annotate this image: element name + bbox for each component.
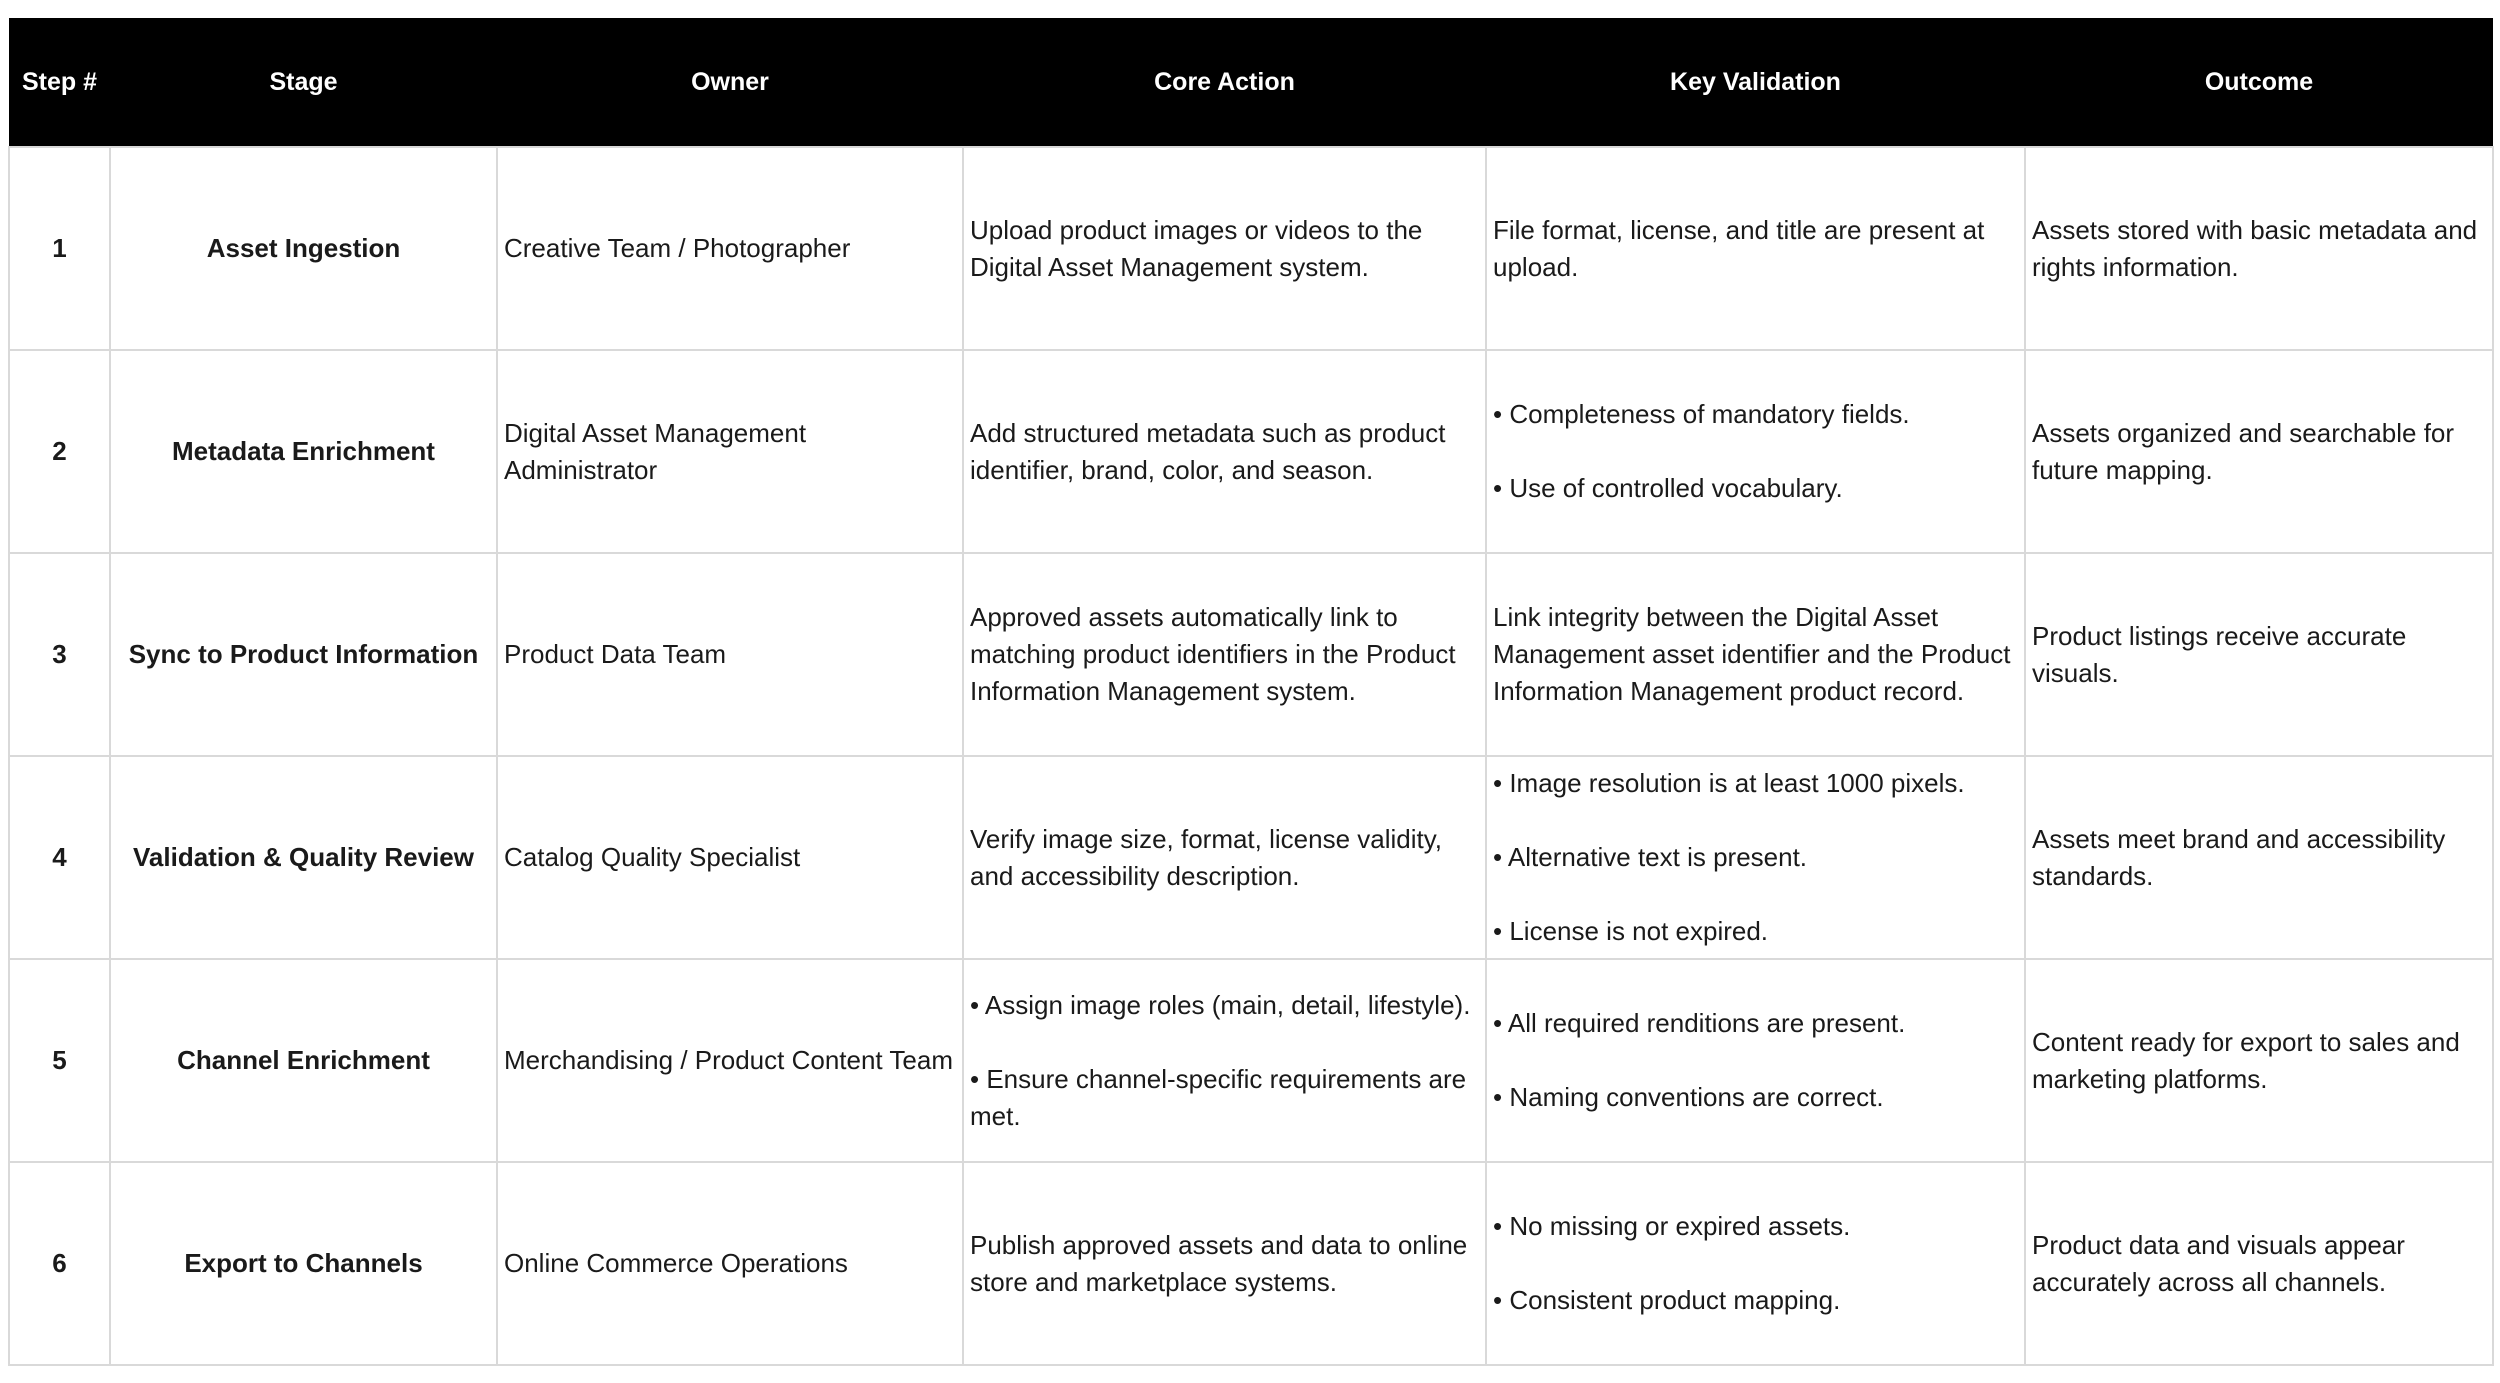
header-key-validation: Key Validation bbox=[1486, 18, 2025, 147]
workflow-table-container bbox=[8, 18, 2492, 1366]
action-item: • Ensure channel-specific requirements are met. bbox=[970, 1063, 1467, 1131]
validation-item: • All required renditions are present. bbox=[1493, 1008, 1906, 1038]
header-outcome: Outcome bbox=[2025, 18, 2493, 147]
table-row bbox=[9, 756, 2493, 959]
step-number: 1 bbox=[9, 147, 110, 350]
key-validation bbox=[1486, 959, 2025, 1162]
outcome: Assets organized and searchable for future mapping. bbox=[2025, 350, 2493, 553]
table-row bbox=[9, 1162, 2493, 1365]
owner: Merchandising / Product Content Team bbox=[497, 959, 963, 1162]
validation-item: • Image resolution is at least 1000 pixels. bbox=[1493, 768, 1965, 798]
outcome: Assets meet brand and accessibility standards. bbox=[2025, 756, 2493, 959]
owner: Catalog Quality Specialist bbox=[497, 756, 963, 959]
action-item: • Assign image roles (main, detail, lifestyle). bbox=[970, 989, 1471, 1020]
owner: Online Commerce Operations bbox=[497, 1162, 963, 1365]
outcome: Assets stored with basic metadata and rights information. bbox=[2025, 147, 2493, 350]
validation-item: • No missing or expired assets. bbox=[1493, 1211, 1851, 1241]
owner: Creative Team / Photographer bbox=[497, 147, 963, 350]
key-validation bbox=[1486, 1162, 2025, 1365]
stage-name: Validation & Quality Review bbox=[110, 756, 497, 959]
header-step: Step # bbox=[9, 18, 110, 147]
validation-item: Link integrity between the Digital Asset Management asset identifier and the Product Information Management product record. bbox=[1493, 602, 2011, 706]
core-action bbox=[963, 959, 1486, 1162]
table-row bbox=[9, 147, 2493, 350]
bullet-spacer bbox=[1493, 1245, 2018, 1282]
key-validation bbox=[1486, 350, 2025, 553]
table-row bbox=[9, 553, 2493, 756]
validation-item: • Use of controlled vocabulary. bbox=[1493, 473, 1843, 503]
core-action: Upload product images or videos to the Digital Asset Management system. bbox=[963, 147, 1486, 350]
bullet-spacer bbox=[1493, 433, 2018, 470]
validation-item: • Completeness of mandatory fields. bbox=[1493, 399, 1910, 429]
validation-item: • Consistent product mapping. bbox=[1493, 1285, 1841, 1315]
stage-name: Export to Channels bbox=[110, 1162, 497, 1365]
core-action: Publish approved assets and data to online store and marketplace systems. bbox=[963, 1162, 1486, 1365]
outcome: Product data and visuals appear accurately across all channels. bbox=[2025, 1162, 2493, 1365]
header-stage: Stage bbox=[110, 18, 497, 147]
outcome: Content ready for export to sales and marketing platforms. bbox=[2025, 959, 2493, 1162]
bullet-spacer bbox=[1493, 802, 2018, 839]
validation-item: File format, license, and title are present at upload. bbox=[1493, 214, 1985, 282]
step-number: 5 bbox=[9, 959, 110, 1162]
owner: Digital Asset Management Administrator bbox=[497, 350, 963, 553]
step-number: 4 bbox=[9, 756, 110, 959]
key-validation bbox=[1486, 147, 2025, 350]
stage-name: Asset Ingestion bbox=[110, 147, 497, 350]
core-action: Approved assets automatically link to matching product identifiers in the Product Information Management system. bbox=[963, 553, 1486, 756]
header-owner: Owner bbox=[497, 18, 963, 147]
validation-item: • Naming conventions are correct. bbox=[1493, 1082, 1884, 1112]
step-number: 3 bbox=[9, 553, 110, 756]
step-number: 6 bbox=[9, 1162, 110, 1365]
validation-item: • Alternative text is present. bbox=[1493, 842, 1808, 872]
table-row bbox=[9, 350, 2493, 553]
table-header-row bbox=[9, 18, 2493, 147]
step-number: 2 bbox=[9, 350, 110, 553]
stage-name: Sync to Product Information bbox=[110, 553, 497, 756]
outcome: Product listings receive accurate visuals. bbox=[2025, 553, 2493, 756]
workflow-table bbox=[8, 18, 2494, 1366]
bullet-spacer bbox=[1493, 876, 2018, 913]
core-action: Verify image size, format, license validity, and accessibility description. bbox=[963, 756, 1486, 959]
key-validation bbox=[1486, 756, 2025, 959]
owner: Product Data Team bbox=[497, 553, 963, 756]
validation-item: • License is not expired. bbox=[1493, 916, 1769, 946]
core-action: Add structured metadata such as product identifier, brand, color, and season. bbox=[963, 350, 1486, 553]
bullet-spacer bbox=[1493, 1042, 2018, 1079]
table-row bbox=[9, 959, 2493, 1162]
key-validation bbox=[1486, 553, 2025, 756]
bullet-spacer bbox=[970, 1024, 1479, 1061]
stage-name: Metadata Enrichment bbox=[110, 350, 497, 553]
header-core-action: Core Action bbox=[963, 18, 1486, 147]
stage-name: Channel Enrichment bbox=[110, 959, 497, 1162]
